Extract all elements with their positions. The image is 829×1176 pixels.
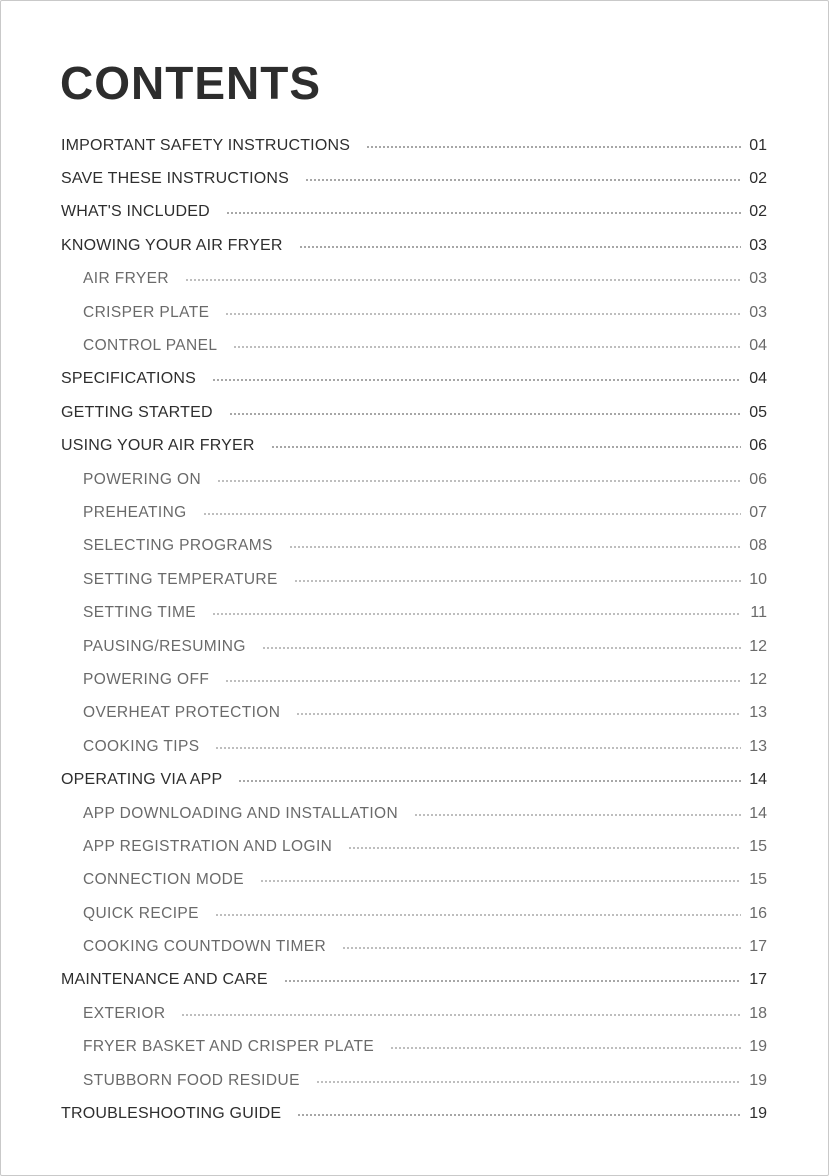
toc-entry-label: USING YOUR AIR FRYER [61,437,255,455]
toc-entry-label: OPERATING VIA APP [61,771,223,789]
toc-entry-page-number: 14 [749,771,767,789]
toc-entry[interactable] [0,530,829,563]
toc-entry[interactable] [0,763,829,796]
toc-entry-label: CONTROL PANEL [83,337,218,355]
dotted-leader [233,346,741,348]
dotted-leader [390,1047,741,1049]
toc-entry[interactable] [0,897,829,930]
dotted-leader [212,379,741,381]
dotted-leader [260,880,741,882]
toc-entry-label: SETTING TIME [83,604,197,622]
toc-entry-page-number: 08 [749,537,767,555]
toc-entry[interactable] [0,730,829,763]
toc-entry-page-number: 07 [749,503,767,521]
dotted-leader [238,780,741,782]
dotted-leader [229,413,741,415]
toc-entry[interactable] [0,396,829,429]
toc-entry-label: SPECIFICATIONS [61,370,196,388]
toc-entry-label: QUICK RECIPE [83,904,199,922]
toc-entry-label: TROUBLESHOOTING GUIDE [61,1105,282,1123]
dotted-leader [284,980,741,982]
dotted-leader [305,179,741,181]
dotted-leader [414,814,741,816]
dotted-leader [262,647,741,649]
toc-entry-label: POWERING ON [83,470,202,488]
dotted-leader [181,1014,741,1016]
toc-entry-label: CRISPER PLATE [83,303,210,321]
toc-entry-label: CONNECTION MODE [83,871,244,889]
dotted-leader [294,580,741,582]
dotted-leader [225,680,741,682]
dotted-leader [226,212,741,214]
dotted-leader [203,513,741,515]
toc-entry-page-number: 02 [749,203,767,221]
toc-entry-page-number: 16 [749,904,767,922]
toc-entry[interactable] [0,496,829,529]
toc-entry-page-number: 11 [750,604,767,622]
toc-entry-label: APP REGISTRATION AND LOGIN [83,837,333,855]
toc-entry-label: OVERHEAT PROTECTION [83,704,281,722]
toc-entry-label: SAVE THESE INSTRUCTIONS [61,170,290,188]
toc-entry[interactable] [0,229,829,262]
toc-entry-page-number: 02 [749,170,767,188]
dotted-leader [289,546,741,548]
toc-entry[interactable] [0,329,829,362]
toc-entry-label: MAINTENANCE AND CARE [61,971,268,989]
toc-entry[interactable] [0,797,829,830]
toc-entry[interactable] [0,563,829,596]
toc-entry-label: AIR FRYER [83,270,169,288]
toc-entry[interactable] [0,1064,829,1097]
toc-entry[interactable] [0,263,829,296]
toc-entry[interactable] [0,697,829,730]
toc-entry-page-number: 12 [749,637,767,655]
dotted-leader [271,446,741,448]
toc-entry-page-number: 19 [749,1105,767,1123]
toc-entry-label: KNOWING YOUR AIR FRYER [61,236,283,254]
toc-entry-label: APP DOWNLOADING AND INSTALLATION [83,804,399,822]
toc-entry-page-number: 14 [749,804,767,822]
toc-entry-page-number: 19 [749,1038,767,1056]
toc-entry[interactable] [0,430,829,463]
toc-entry-page-number: 04 [749,337,767,355]
dotted-leader [215,747,741,749]
toc-entry[interactable] [0,129,829,162]
toc-entry-page-number: 03 [749,236,767,254]
toc-entry[interactable] [0,997,829,1030]
table-of-contents [0,129,829,1131]
toc-entry[interactable] [0,196,829,229]
toc-entry[interactable] [0,930,829,963]
toc-entry-page-number: 17 [749,971,767,989]
toc-entry-label: COOKING COUNTDOWN TIMER [83,938,327,956]
toc-entry-page-number: 04 [749,370,767,388]
toc-entry-page-number: 05 [749,403,767,421]
toc-entry-label: COOKING TIPS [83,737,200,755]
toc-entry-label: FRYER BASKET AND CRISPER PLATE [83,1038,375,1056]
dotted-leader [296,713,741,715]
dotted-leader [217,480,741,482]
toc-entry[interactable] [0,830,829,863]
toc-entry[interactable] [0,162,829,195]
toc-entry-label: WHAT'S INCLUDED [61,203,210,221]
toc-entry[interactable] [0,864,829,897]
dotted-leader [342,947,741,949]
toc-entry[interactable] [0,630,829,663]
toc-entry-page-number: 17 [749,938,767,956]
toc-entry[interactable] [0,463,829,496]
toc-entry-page-number: 19 [749,1071,767,1089]
toc-entry[interactable] [0,596,829,629]
toc-entry-page-number: 13 [749,704,767,722]
toc-entry-label: SETTING TEMPERATURE [83,570,278,588]
toc-entry-label: PREHEATING [83,503,187,521]
toc-entry-page-number: 15 [749,837,767,855]
toc-entry[interactable] [0,363,829,396]
dotted-leader [316,1081,741,1083]
dotted-leader [185,279,741,281]
toc-entry-page-number: 06 [749,437,767,455]
toc-entry-page-number: 03 [749,303,767,321]
toc-entry[interactable] [0,663,829,696]
toc-entry-label: STUBBORN FOOD RESIDUE [83,1071,300,1089]
toc-entry-page-number: 01 [749,136,767,154]
toc-entry-page-number: 13 [749,737,767,755]
toc-entry-label: IMPORTANT SAFETY INSTRUCTIONS [61,136,351,154]
toc-entry-page-number: 15 [749,871,767,889]
toc-entry-page-number: 06 [749,470,767,488]
toc-entry-page-number: 03 [749,270,767,288]
toc-entry[interactable] [0,1031,829,1064]
dotted-leader [215,914,741,916]
toc-entry-label: PAUSING/RESUMING [83,637,246,655]
toc-entry[interactable] [0,296,829,329]
toc-entry-page-number: 12 [749,670,767,688]
toc-entry-label: EXTERIOR [83,1004,166,1022]
toc-entry-page-number: 18 [749,1004,767,1022]
dotted-leader [299,246,741,248]
dotted-leader [212,613,741,615]
toc-entry-label: POWERING OFF [83,670,210,688]
toc-entry-label: SELECTING PROGRAMS [83,537,273,555]
toc-entry[interactable] [0,1097,829,1130]
dotted-leader [225,313,741,315]
toc-entry[interactable] [0,964,829,997]
toc-entry-label: GETTING STARTED [61,403,213,421]
dotted-leader [297,1114,741,1116]
dotted-leader [366,146,741,148]
toc-entry-page-number: 10 [749,570,767,588]
dotted-leader [348,847,741,849]
page-title: CONTENTS [60,57,321,109]
